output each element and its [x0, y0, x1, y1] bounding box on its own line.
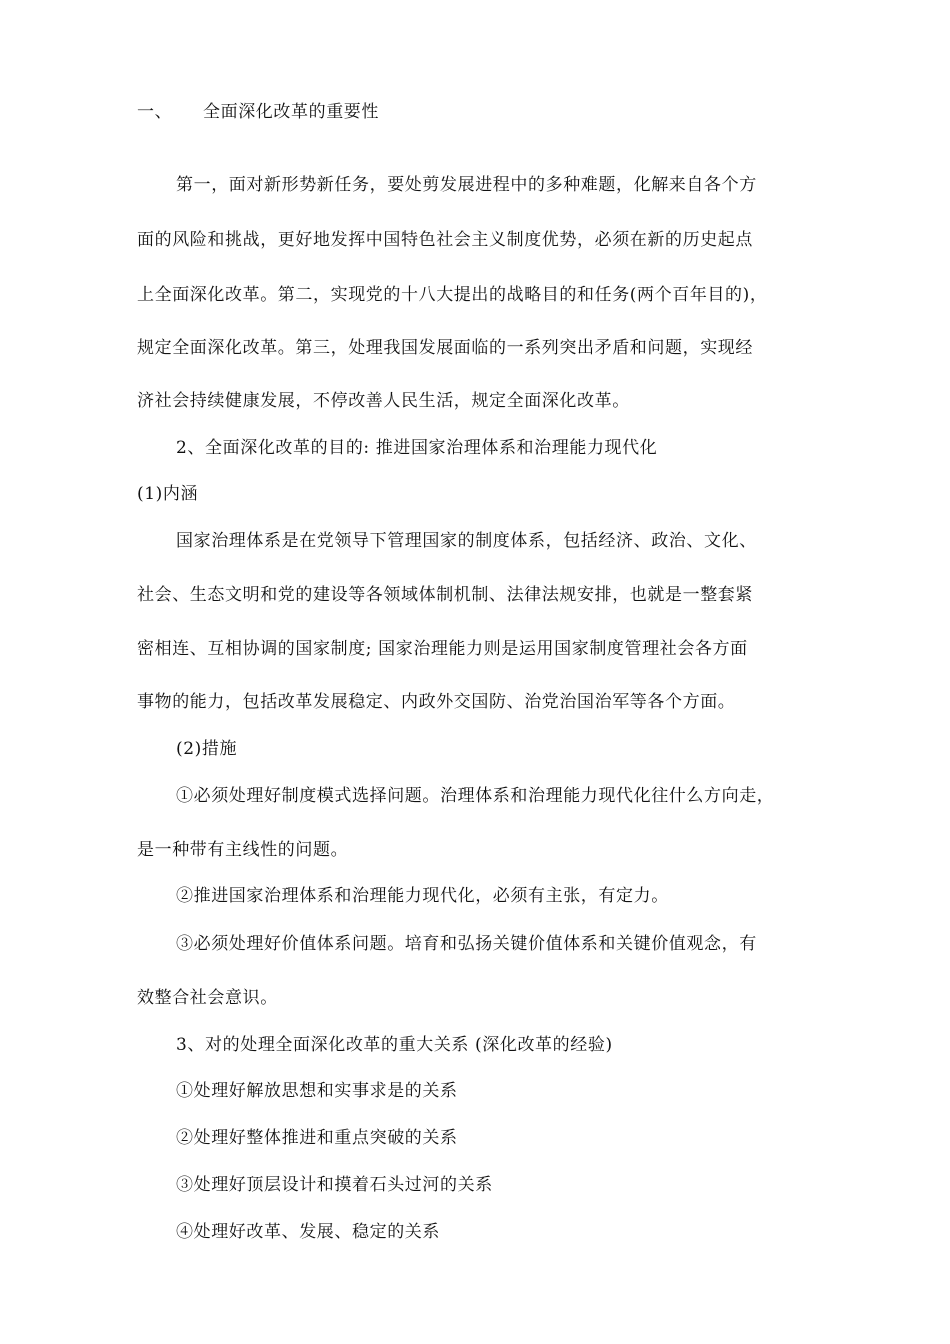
paragraph-line: 上全面深化改革。第二，实现党的十八大提出的战略目的和任务(两个百年目的)，: [137, 285, 768, 305]
section2-heading: 2、全面深化改革的目的: 推进国家治理体系和治理能力现代化: [176, 438, 658, 458]
paragraph-line: 第一，面对新形势新任务，要处剪发展进程中的多种难题，化解来自各个方: [176, 175, 757, 195]
list-item: ①处理好解放思想和实事求是的关系: [176, 1081, 458, 1101]
paragraph-line: ③必须处理好价值体系问题。培育和弘扬关键价值体系和关键价值观念，有: [176, 934, 757, 954]
paragraph-line: 是一种带有主线性的问题。: [137, 840, 349, 860]
section1-title: 全面深化改革的重要性: [203, 102, 379, 122]
paragraph-line: ②推进国家治理体系和治理能力现代化，必须有主张，有定力。: [176, 886, 669, 906]
section1-number: 一、: [137, 102, 173, 122]
paragraph-line: 事物的能力，包括改革发展稳定、内政外交国防、治党治国治军等各个方面。: [137, 692, 736, 712]
paragraph-line: 效整合社会意识。: [137, 988, 278, 1008]
paragraph-line: 密相连、互相协调的国家制度; 国家治理能力则是运用国家制度管理社会各方面: [137, 639, 748, 659]
paragraph-line: 社会、生态文明和党的建设等各领域体制机制、法律法规安排，也就是一整套紧: [137, 585, 753, 605]
section3-heading: 3、对的处理全面深化改革的重大关系 (深化改革的经验): [176, 1035, 613, 1055]
list-item: ④处理好改革、发展、稳定的关系: [176, 1222, 440, 1242]
list-item: ③处理好顶层设计和摸着石头过河的关系: [176, 1175, 493, 1195]
sub1-title: (1)内涵: [137, 484, 199, 504]
paragraph-line: 规定全面深化改革。第三，处理我国发展面临的一系列突出矛盾和问题，实现经: [137, 338, 753, 358]
list-item: ②处理好整体推进和重点突破的关系: [176, 1128, 458, 1148]
paragraph-line: 面的风险和挑战，更好地发挥中国特色社会主义制度优势，必须在新的历史起点: [137, 230, 753, 250]
sub2-title: (2)措施: [176, 739, 238, 759]
paragraph-line: ①必须处理好制度模式选择问题。治理体系和治理能力现代化往什么方向走，: [176, 786, 775, 806]
paragraph-line: 国家治理体系是在党领导下管理国家的制度体系，包括经济、政治、文化、: [176, 531, 757, 551]
paragraph-line: 济社会持续健康发展，不停改善人民生活，规定全面深化改革。: [137, 391, 630, 411]
